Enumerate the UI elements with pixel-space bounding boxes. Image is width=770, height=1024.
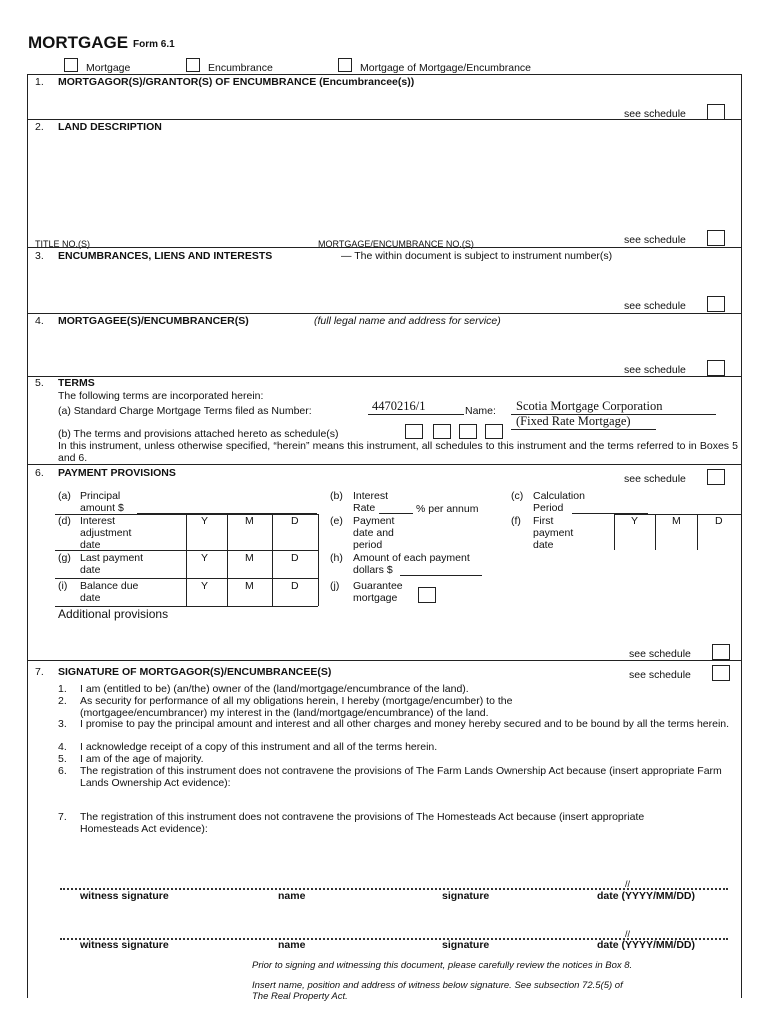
box5-title: TERMS (58, 377, 95, 389)
payment-date-label-1: Payment (353, 515, 395, 527)
first-payment-label-3: date (533, 539, 554, 551)
interest-adj-m: M (245, 515, 254, 527)
statement-7-text: The registration of this instrument does not contravene the provisions of The Homesteads Act because (insert appropriate Homesteads Act evidence): (80, 811, 645, 835)
signature-label-2: signature (442, 939, 490, 951)
box2-number: 2. (35, 121, 44, 133)
mortgage-checkbox[interactable] (64, 58, 78, 72)
signature-label-1: signature (442, 890, 490, 902)
witness-signature-label-1: witness signature (80, 890, 169, 902)
standard-terms-number-line (368, 414, 464, 415)
guarantee-checkbox[interactable] (418, 587, 436, 603)
notice-review-box8: Prior to signing and witnessing this document, please carefully review the notices in Box 8. (252, 960, 633, 971)
grid-v1 (186, 514, 187, 606)
interest-rate-label: Interest (353, 490, 389, 502)
box1-schedule-checkbox[interactable] (707, 104, 725, 120)
terms-name-value[interactable]: Scotia Mortgage Corporation (516, 399, 663, 413)
principal-letter: (a) (58, 490, 71, 502)
terms-name-value-line2[interactable]: (Fixed Rate Mortgage) (516, 414, 631, 428)
date-separator-1: // (625, 879, 631, 889)
payment-amount-line[interactable] (400, 575, 482, 576)
box3-schedule-checkbox[interactable] (707, 296, 725, 312)
last-payment-y: Y (201, 552, 209, 564)
statement-2-num: 2. (58, 695, 67, 707)
principal-label: Principal (80, 490, 121, 502)
notice-witness-line2: The Real Property Act. (252, 991, 348, 1002)
statement-6-text: The registration of this instrument does not contravene the provisions of The Farm Lands Ownership Act because (insert appropriate Farm Lands Ownership Act evidence): (80, 765, 722, 789)
box-border-top (27, 74, 742, 75)
box5-number: 5. (35, 377, 44, 389)
box6-see-schedule: see schedule (624, 473, 686, 485)
box-border-right (741, 74, 742, 998)
grid-v2 (227, 514, 228, 606)
statement-7-num: 7. (58, 811, 67, 823)
date-label-1: date (YYYY/MM/DD) (597, 890, 696, 902)
box6-schedule-checkbox[interactable] (707, 469, 725, 485)
first-payment-label-1: First (533, 515, 554, 527)
balance-due-letter: (i) (58, 580, 68, 592)
payment-date-letter: (e) (330, 515, 343, 527)
last-payment-label-2: date (80, 564, 101, 576)
statement-5-text: I am of the age of majority. (80, 753, 204, 765)
box6-divider (27, 660, 742, 661)
first-payment-letter: (f) (511, 515, 521, 527)
payment-date-label-2: date and (353, 527, 394, 539)
form-number: Form 6.1 (133, 39, 175, 50)
box4-title: MORTGAGEE(S)/ENCUMBRANCER(S) (58, 315, 249, 327)
interest-rate-letter: (b) (330, 490, 343, 502)
guarantee-label-2: mortgage (353, 592, 398, 604)
name-label-1: name (278, 890, 306, 902)
box7-number: 7. (35, 666, 44, 678)
guarantee-label-1: Guarantee (353, 580, 403, 592)
last-payment-letter: (g) (58, 552, 71, 564)
box-border-left (27, 74, 28, 998)
balance-due-m: M (245, 580, 254, 592)
schedule-box-1[interactable] (405, 424, 423, 439)
interest-adj-label-2: adjustment (80, 527, 132, 539)
box6-number: 6. (35, 467, 44, 479)
grid-v6 (655, 514, 656, 550)
attached-schedules-label: (b) The terms and provisions attached hereto as schedule(s) (58, 428, 339, 440)
rate-label: Rate (353, 502, 376, 514)
first-payment-d: D (715, 515, 723, 527)
box7-title: SIGNATURE OF MORTGAGOR(S)/ENCUMBRANCEE(S) (58, 666, 332, 678)
first-payment-m: M (672, 515, 681, 527)
grid-v7 (697, 514, 698, 550)
mortgage-no-label: MORTGAGE/ENCUMBRANCE NO.(S) (318, 239, 474, 249)
calc-period-label: Calculation (533, 490, 585, 502)
terms-name-label: Name: (465, 405, 496, 417)
last-payment-m: M (245, 552, 254, 564)
balance-due-y: Y (201, 580, 209, 592)
box1-see-schedule: see schedule (624, 108, 686, 120)
interest-adj-d: D (291, 515, 299, 527)
payment-amount-label-1: Amount of each payment (353, 552, 470, 564)
witness-signature-label-2: witness signature (80, 939, 169, 951)
period-label: Period (533, 502, 564, 514)
mortgage-of-mortgage-checkbox[interactable] (338, 58, 352, 72)
box3-see-schedule: see schedule (624, 300, 686, 312)
first-payment-label-2: payment (533, 527, 574, 539)
statement-1-num: 1. (58, 683, 67, 695)
last-payment-d: D (291, 552, 299, 564)
payment-amount-letter: (h) (330, 552, 343, 564)
grid-v5 (614, 514, 615, 550)
box1-title: MORTGAGOR(S)/GRANTOR(S) OF ENCUMBRANCE (Encumbrancee(s)) (58, 76, 415, 88)
box2-schedule-checkbox[interactable] (707, 230, 725, 246)
box4-number: 4. (35, 315, 44, 327)
name-label-2: name (278, 939, 306, 951)
box2-divider (27, 247, 742, 248)
balance-due-label-2: date (80, 592, 101, 604)
principal-amount-label: amount $ (80, 502, 124, 514)
encumbrance-checkbox[interactable] (186, 58, 200, 72)
interest-adj-y: Y (201, 515, 209, 527)
box7-schedule-checkbox[interactable] (712, 665, 730, 681)
payment-date-label-3: period (353, 539, 383, 551)
schedule-box-2[interactable] (433, 424, 451, 439)
mortgage-of-mortgage-option-label: Mortgage of Mortgage/Encumbrance (360, 62, 532, 74)
box6-title: PAYMENT PROVISIONS (58, 467, 176, 479)
grid-v4 (318, 514, 319, 606)
balance-due-d: D (291, 580, 299, 592)
per-annum-label: % per annum (416, 503, 479, 515)
box7-see-schedule: see schedule (629, 669, 691, 681)
statement-6-num: 6. (58, 765, 67, 777)
box2-title: LAND DESCRIPTION (58, 121, 162, 133)
standard-terms-number[interactable]: 4470216/1 (372, 399, 426, 413)
box1-divider (27, 119, 742, 120)
schedule-box-3[interactable] (459, 424, 477, 439)
box3-number: 3. (35, 250, 44, 262)
form-title: MORTGAGE (28, 33, 129, 52)
box4-description: (full legal name and address for service) (314, 315, 501, 327)
schedule-box-4[interactable] (485, 424, 503, 439)
box4-divider (27, 376, 742, 377)
box4-schedule-checkbox[interactable] (707, 360, 725, 376)
last-payment-label-1: Last payment (80, 552, 144, 564)
encumbrance-option-label: Encumbrance (208, 62, 273, 74)
mortgage-option-label: Mortgage (86, 62, 131, 74)
box4-see-schedule: see schedule (624, 364, 686, 376)
statement-3-text: I promise to pay the principal amount and interest and all other charges and money hereby secured and to be bound by all the terms herein. (80, 718, 730, 730)
statement-1-text: I am (entitled to be) (an/the) owner of the (land/mortgage/encumbrance of the land). (80, 683, 469, 695)
guarantee-letter: (j) (330, 580, 340, 592)
box3-divider (27, 313, 742, 314)
herein-note: In this instrument, unless otherwise specified, “herein” means this instrument, all schedules to this instrument and the terms referred to in Boxes 5 and 6. (58, 440, 738, 464)
box3-description: — The within document is subject to instrument number(s) (341, 250, 613, 262)
box2-see-schedule: see schedule (624, 234, 686, 246)
interest-adj-letter: (d) (58, 515, 71, 527)
date-label-2: date (YYYY/MM/DD) (597, 939, 696, 951)
notice-witness-line1: Insert name, position and address of witness below signature. See subsection 72.5(5) of (252, 980, 623, 991)
box6-schedule-checkbox-2[interactable] (712, 644, 730, 660)
terms-name-line2 (511, 429, 656, 430)
balance-due-label-1: Balance due (80, 580, 139, 592)
statement-3-num: 3. (58, 718, 67, 730)
statement-4-text: I acknowledge receipt of a copy of this instrument and all of the terms herein. (80, 741, 438, 753)
statement-2-text: As security for performance of all my obligations herein, I hereby (mortgage/encumber) to the (mortgagee/encumbrancer) my interest in the (land/mortgage/encumbrance) of the land. (80, 695, 513, 719)
interest-adj-label-3: date (80, 539, 101, 551)
box5-divider (27, 464, 742, 465)
date-separator-2: // (625, 929, 631, 939)
box6-see-schedule-2: see schedule (629, 648, 691, 660)
box1-number: 1. (35, 76, 44, 88)
interest-adj-label-1: Interest (80, 515, 116, 527)
grid-v3 (272, 514, 273, 606)
additional-provisions-label: Additional provisions (58, 607, 169, 621)
title-no-label: TITLE NO.(S) (35, 239, 91, 249)
standard-terms-label: (a) Standard Charge Mortgage Terms filed as Number: (58, 405, 312, 417)
first-payment-y: Y (631, 515, 639, 527)
statement-5-num: 5. (58, 753, 67, 765)
box5-intro: The following terms are incorporated herein: (58, 390, 264, 402)
statement-4-num: 4. (58, 741, 67, 753)
payment-amount-label-2: dollars $ (353, 564, 393, 576)
box3-title: ENCUMBRANCES, LIENS AND INTERESTS (58, 250, 273, 262)
calc-period-letter: (c) (511, 490, 524, 502)
rate-line[interactable] (379, 513, 413, 514)
